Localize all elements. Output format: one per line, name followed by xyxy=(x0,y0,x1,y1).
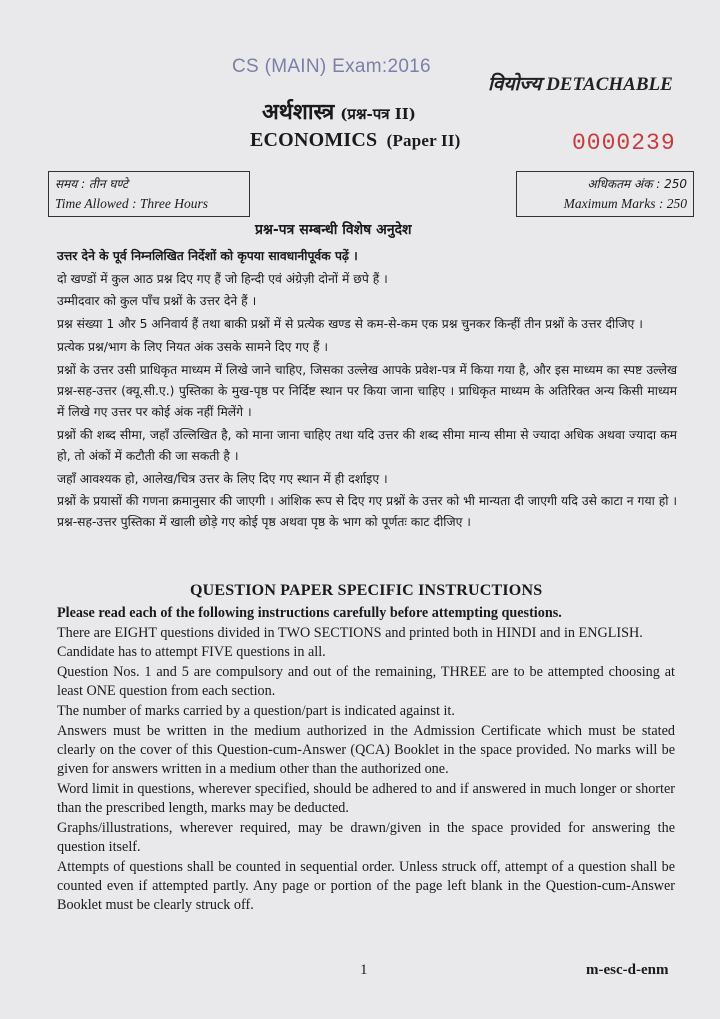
title-english-paper: (Paper II) xyxy=(386,131,461,150)
hindi-instruction: प्रश्न संख्या 1 और 5 अनिवार्य हैं तथा बाकी प्रश्नों में से प्रत्येक खण्ड से कम-से-कम एक प्रश्न चुनकर किन्हीं तीन प्रश्नों के उत्तर दीजिए । xyxy=(57,317,643,332)
title-hindi-paper: (प्रश्न-पत्र II) xyxy=(340,105,416,123)
serial-number: 0000239 xyxy=(572,130,676,156)
title-english-text: ECONOMICS xyxy=(250,129,378,151)
hindi-instruction: प्रश्नों के प्रयासों की गणना क्रमानुसार की जाएगी । आंशिक रूप से दिए गए प्रश्नों के उत्तर को भी मान्यता दी जाएगी यदि उसे काटा न गया हो । प्रश्न-सह-उत्तर पुस्तिका में खाली छोड़े गए कोई पृष्ठ अथवा पृष्ठ के भाग को पूर्णतः काट दीजिए । xyxy=(57,494,677,530)
hindi-instruction: प्रश्नों की शब्द सीमा, जहाँ उल्लिखित है, को माना जाना चाहिए तथा यदि उत्तर की शब्द सीमा मान्य सीमा से ज्यादा अधिक अथवा ज्यादा कम हो, तो अंकों में कटौती की जा सकती है । xyxy=(57,427,677,463)
hindi-instruction: उत्तर देने के पूर्व निम्नलिखित निर्देशों को कृपया सावधानीपूर्वक पढ़ें । xyxy=(57,249,358,263)
english-instruction: The number of marks carried by a question/part is indicated against it. xyxy=(57,703,455,720)
hindi-instruction: उम्मीदवार को कुल पाँच प्रश्नों के उत्तर देने हैं । xyxy=(57,294,257,309)
detachable-label: वियोज्य DETACHABLE xyxy=(488,74,673,95)
hindi-instruction: प्रत्येक प्रश्न/भाग के लिए नियत अंक उसके सामने दिए गए हैं । xyxy=(57,339,329,354)
english-instruction: Word limit in questions, wherever specified, should be adhered to and if answered in much longer or shorter than the prescribed length, marks may be deducted. xyxy=(57,780,675,817)
time-allowed-box xyxy=(48,171,250,217)
time-hindi: समय : तीन घण्टे xyxy=(55,177,129,191)
page-number: 1 xyxy=(360,962,368,978)
english-instruction: Graphs/illustrations, wherever required, may be drawn/given in the space provided for answering the question itself. xyxy=(57,819,675,855)
english-instruction: Attempts of questions shall be counted in sequential order. Unless struck off, attempt of a question shall be counted even if attempted partly. Any page or portion of the page left blank in the Question-cum-Answer Booklet must be clearly struck off. xyxy=(57,858,675,914)
english-instruction: Answers must be written in the medium authorized in the Admission Certificate which must be stated clearly on the cover of this Question-cum-Answer (QCA) Booklet in the space provided. No marks will be given for answers written in a medium other than the authorized one. xyxy=(57,722,675,778)
english-instructions-heading: QUESTION PAPER SPECIFIC INSTRUCTIONS xyxy=(190,582,543,599)
english-instructions-lead: Please read each of the following instructions carefully before attempting questions. xyxy=(57,605,562,621)
title-hindi-text: अर्थशास्त्र xyxy=(262,99,335,125)
hindi-instruction: प्रश्नों के उत्तर उसी प्राधिकृत माध्यम में लिखे जाने चाहिए, जिसका उल्लेख आपके प्रवेश-पत्र में किया गया है, और इस माध्यम का स्पष्ट उल्लेख प्रश्न-सह-उत्तर (क्यू.सी.ए.) पुस्तिका के मुख-पृष्ठ पर निर्दिष्ट स्थान पर किया जाना चाहिए । प्राधिकृत माध्यम के अतिरिक्त अन्य किसी माध्यम में लिखे गए उत्तर पर कोई अंक नहीं मिलेंगे । xyxy=(57,362,677,419)
marks-english: Maximum Marks : 250 xyxy=(563,196,687,211)
time-english: Time Allowed : Three Hours xyxy=(55,196,209,211)
hindi-instructions-heading: प्रश्न-पत्र सम्बन्धी विशेष अनुदेश xyxy=(255,222,412,238)
paper-code: m-esc-d-enm xyxy=(586,962,669,978)
english-instructions xyxy=(57,604,675,916)
title-english xyxy=(250,129,461,152)
english-instruction: Question Nos. 1 and 5 are compulsory and out of the remaining, THREE are to be attempted choosing at least ONE question from each section. xyxy=(57,664,675,700)
hindi-instruction: जहाँ आवश्यक हो, आलेख/चित्र उत्तर के लिए दिए गए स्थान में ही दर्शाइए । xyxy=(57,471,388,486)
english-instruction: Candidate has to attempt FIVE questions in all. xyxy=(57,644,326,661)
hindi-instructions xyxy=(57,246,677,535)
exam-stamp: CS (MAIN) Exam:2016 xyxy=(232,56,431,77)
english-instruction: There are EIGHT questions divided in TWO SECTIONS and printed both in HINDI and in ENGLISH. xyxy=(57,624,643,641)
hindi-instruction: दो खण्डों में कुल आठ प्रश्न दिए गए हैं जो हिन्दी एवं अंग्रेज़ी दोनों में छपे हैं । xyxy=(57,271,388,286)
title-hindi xyxy=(262,96,416,126)
marks-hindi: अधिकतम अंक : 250 xyxy=(587,177,687,191)
maximum-marks-box xyxy=(516,171,694,217)
